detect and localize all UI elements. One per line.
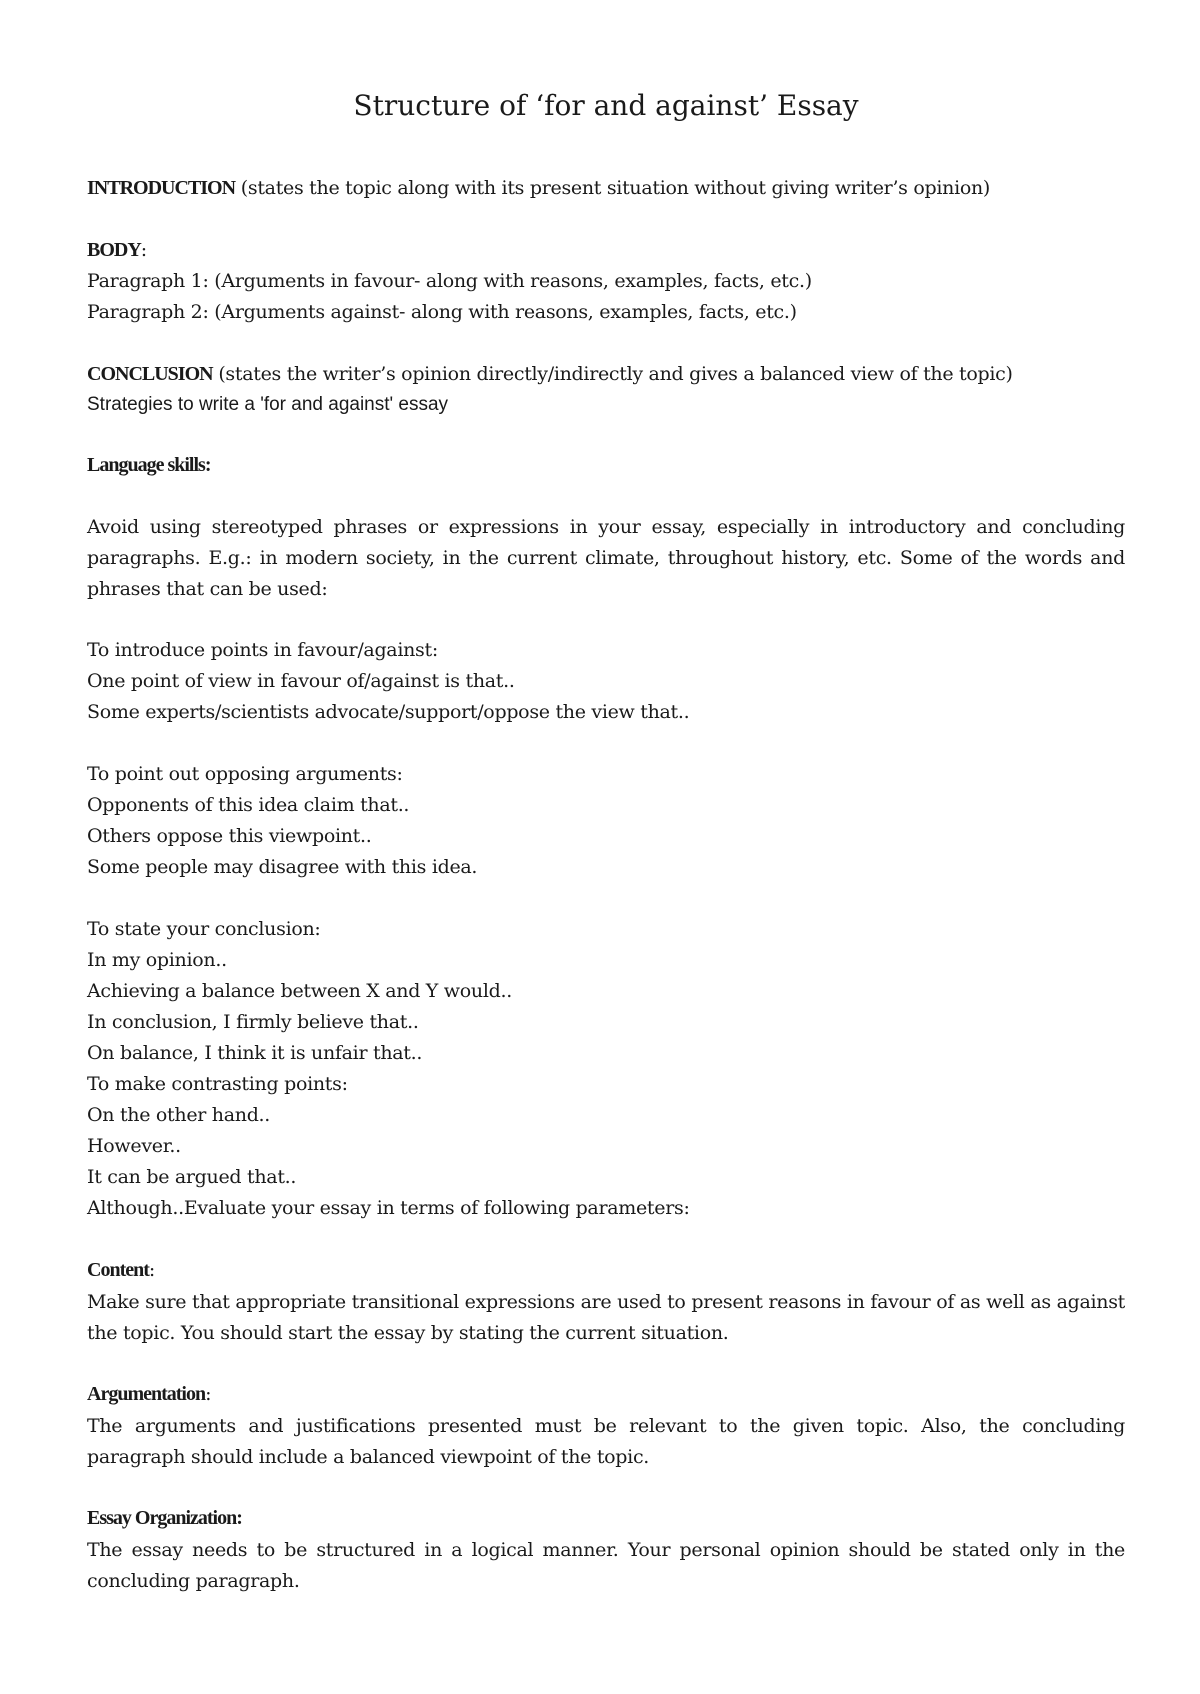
phrase-line: Although..Evaluate your essay in terms of following parameters: [87,1197,690,1219]
argumentation-paragraph: The arguments and justifications presented must be relevant to the given topic. Also, the concluding paragraph should include a balanced viewpoint of the topic. [87,1415,1125,1468]
phrase-line: In my opinion.. [87,949,227,971]
body-paragraph-2: Paragraph 2: (Arguments against- along with reasons, examples, facts, etc.) [87,301,797,323]
conclusion-text: (states the writer’s opinion directly/indirectly and gives a balanced view of the topic) [212,363,1013,385]
organization-paragraph: The essay needs to be structured in a logical manner. Your personal opinion should be stated only in the concluding paragraph. [87,1539,1125,1592]
phrase-line: On balance, I think it is unfair that.. [87,1042,423,1064]
argumentation-heading-suffix: : [205,1383,212,1405]
phrase-line: To state your conclusion: [87,918,321,940]
phrase-line: Some people may disagree with this idea. [87,856,478,878]
phrase-line: However.. [87,1135,181,1157]
introduction-text: (states the topic along with its present situation without giving writer’s opinion) [235,177,991,199]
content-paragraph: Make sure that appropriate transitional expressions are used to present reasons in favour of as well as against the topic. You should start the essay by stating the current situation. [87,1291,1125,1344]
conclusion-line [87,360,1013,388]
phrase-line: To make contrasting points: [87,1073,348,1095]
strategies-heading: Strategies to write a 'for and against' essay [87,394,449,415]
body-heading-suffix: : [140,239,147,261]
phrase-line: To point out opposing arguments: [87,763,403,785]
phrase-line: Achieving a balance between X and Y would.. [87,980,512,1002]
introduction-heading: INTRODUCTION [87,177,236,199]
language-skills-line [87,451,210,479]
page-title: Structure of ‘for and against’ Essay [353,89,859,122]
argumentation-heading: Argumentation [87,1383,206,1405]
language-skills-paragraph: Avoid using stereotyped phrases or expressions in your essay, especially in introductory and concluding paragraphs. E.g.: in modern society, in the current climate, throughout history, etc. Some of the words and phrases that can be used: [87,516,1125,600]
body-heading: BODY [87,239,141,261]
phrase-line: It can be argued that.. [87,1166,297,1188]
content-heading-suffix: : [148,1259,155,1281]
phrase-line: Opponents of this idea claim that.. [87,794,410,816]
conclusion-heading: CONCLUSION [87,363,213,385]
phrase-line: To introduce points in favour/against: [87,639,438,661]
phrase-line: On the other hand.. [87,1104,271,1126]
body-paragraph-1: Paragraph 1: (Arguments in favour- along with reasons, examples, facts, etc.) [87,270,812,292]
organization-heading-line [87,1504,242,1532]
argumentation-heading-line [87,1380,211,1408]
phrase-line: Others oppose this viewpoint.. [87,825,372,847]
phrase-line: One point of view in favour of/against is that.. [87,670,515,692]
content-heading-line [87,1256,155,1284]
phrase-line: In conclusion, I firmly believe that.. [87,1011,419,1033]
organization-heading: Essay Organization: [87,1507,242,1529]
content-heading: Content [87,1259,149,1281]
body-heading-line [87,236,147,264]
language-skills-heading: Language skills: [87,454,211,476]
phrase-line: Some experts/scientists advocate/support/oppose the view that.. [87,701,690,723]
introduction-line [87,174,990,202]
